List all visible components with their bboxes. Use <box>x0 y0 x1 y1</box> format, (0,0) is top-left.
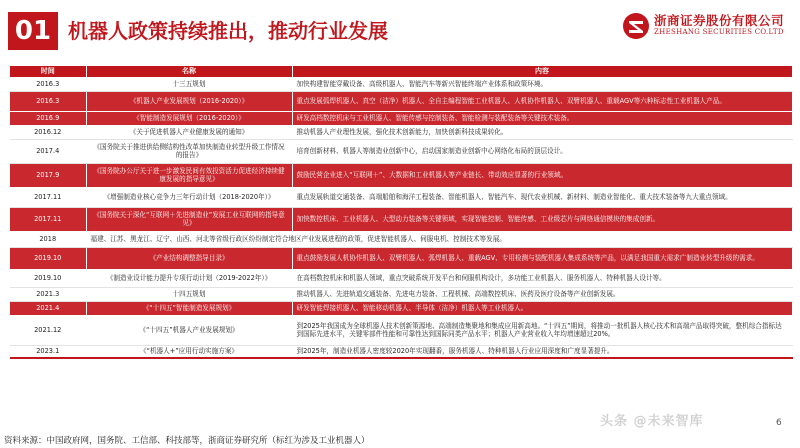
cell-content: 培育创新材料、机器人等制造业创新中心，启动国家制造业创新中心网络化布局的顶层设计。 <box>292 139 792 163</box>
cell-content: 鼓励民营企业进入“互联网＋”、大数据和工业机器人等产业链长、带动效应显著的行业领域。 <box>292 163 792 187</box>
page-number: 6 <box>776 418 782 428</box>
cell-content: 研发高档数控机床与工业机器人、智能传感与控制装备、智能检测与装配装备等关键技术装备。 <box>292 111 792 125</box>
cell-name: 《“十四五”机器人产业发展规划》 <box>86 315 292 345</box>
cell-merged-content: 福建、江苏、黑龙江、辽宁、山西、河北等省级行政区纷纷制定符合地区产业发展进程的政策，促进智能机器人、伺服电机、控制技术等发展。 <box>86 231 792 247</box>
table-row <box>10 269 792 287</box>
cell-name: 《机器人产业发展规划（2016-2020）》 <box>86 91 292 111</box>
cell-name: 《国务院关于深化“互联网＋先进制造业”发展工业互联网的指导意见》 <box>86 207 292 231</box>
table-row <box>10 247 792 269</box>
table-row <box>10 111 792 125</box>
cell-time: 2018 <box>10 231 86 247</box>
table-row <box>10 315 792 345</box>
cell-name: 《制造业设计能力提升专项行动计划（2019-2022年）》 <box>86 269 292 287</box>
table-row <box>10 207 792 231</box>
cell-content: 研发智能焊接机器人、智能移动机器人、半导体（洁净）机器人等工业机器人。 <box>292 301 792 315</box>
logo-name-cn: 浙商证券股份有限公司 <box>654 13 785 28</box>
cell-name: 《国务院办公厅关于进一步激发民间有效投资活力促进经济持续健康发展的指导意见》 <box>86 163 292 187</box>
cell-time: 2016.9 <box>10 111 86 125</box>
logo-name-en: ZHESHANG SECURITIES CO.LTD <box>654 28 784 36</box>
table-row <box>10 163 792 187</box>
cell-name: 《智能制造发展规划（2016-2020）》 <box>86 111 292 125</box>
cell-content: 推动机器人、先进轨道交通装备、先进电力装备、工程机械、高端数控机床、医药及医疗设备等产业创新发展。 <box>292 287 792 301</box>
table-row <box>10 231 792 247</box>
cell-time: 2017.11 <box>10 187 86 207</box>
cell-name: 《“十四五”智能制造发展规划》 <box>86 301 292 315</box>
cell-content: 加快构建智能穿戴设备、高级机器人、智能汽车等新兴智能终端产业体系和政策环境。 <box>292 77 792 91</box>
table-row <box>10 287 792 301</box>
slide-header <box>0 0 800 60</box>
cell-name: 《关于促进机器人产业健康发展的通知》 <box>86 125 292 139</box>
policy-table <box>10 66 793 359</box>
table-row <box>10 187 792 207</box>
cell-time: 2021.4 <box>10 301 86 315</box>
cell-time: 2016.12 <box>10 125 86 139</box>
cell-content: 重点鼓励发展人机协作机器人、双臂机器人、弧焊机器人、重载AGV、专用检测与装配机器人集成系统等产品，以满足我国重大需求广制造业转型升级的需求。 <box>292 247 792 269</box>
cell-name: 十三五规划 <box>86 77 292 91</box>
cell-time: 2019.10 <box>10 247 86 269</box>
cell-time: 2023.1 <box>10 345 86 358</box>
cell-content: 推动机器人产业理性发展，强化技术创新能力，加快创新科技成果转化。 <box>292 125 792 139</box>
cell-content: 加快数控机床、工业机器人、大型动力装备等关键领域，实现智能控制、智能传感、工业级芯片与网络通信模块的集成创新。 <box>292 207 792 231</box>
source-note: 资料来源：中国政府网，国务院、工信部、科技部等，浙商证券研究所（标红为涉及工业机器人） <box>4 436 370 446</box>
cell-name: 十四五规划 <box>86 287 292 301</box>
table-row <box>10 77 792 91</box>
cell-time: 2021.3 <box>10 287 86 301</box>
cell-time: 2019.10 <box>10 269 86 287</box>
column-header-time: 时间 <box>10 66 86 77</box>
company-logo <box>622 10 792 42</box>
cell-name: 《增强制造业核心竞争力三年行动计划（2018-2020年）》 <box>86 187 292 207</box>
cell-name: 《产业结构调整指导目录》 <box>86 247 292 269</box>
zheshang-logo-icon <box>622 12 650 40</box>
table-row <box>10 91 792 111</box>
table-row <box>10 125 792 139</box>
cell-content: 重点发展弧焊机器人、真空（洁净）机器人、全自主编程智能工业机器人、人机协作机器人、双臂机器人、重载AGV等六种标志性工业机器人产品。 <box>292 91 792 111</box>
table-row <box>10 301 792 315</box>
cell-name: 《国务院关于推进供给侧结构性改革加快制造业转型升级工作情况的报告》 <box>86 139 292 163</box>
cell-content: 到2025年我国成为全球机器人技术创新策源地、高端制造集聚地和集成应用新高地。“十四五”期间，将推动一批机器人核心技术和高端产品取得突破，整机综合指标达到国际先进水平，关键零部件性能和可靠性达到国际同类产品水平；机器人产业营业收入年均增速超过20%。 <box>292 315 792 345</box>
section-number: 01 <box>8 12 58 50</box>
column-header-content: 内容 <box>292 66 792 77</box>
policy-table-body <box>10 77 792 358</box>
cell-content: 重点发展轨道交通装备、高端船舶和海洋工程装备、智能机器人、智能汽车、现代农业机械、新材料、制造业智能化、重大技术装备等九大重点领域。 <box>292 187 792 207</box>
cell-name: 《“机器人+”应用行动实施方案》 <box>86 345 292 358</box>
cell-time: 2017.9 <box>10 163 86 187</box>
cell-content: 到2025年，制造业机器人密度较2020年实现翻番，服务机器人、特种机器人行业应用深度和广度显著提升。 <box>292 345 792 358</box>
table-row <box>10 139 792 163</box>
cell-time: 2017.11 <box>10 207 86 231</box>
table-row <box>10 345 792 358</box>
column-header-name: 名称 <box>86 66 292 77</box>
page-title: 机器人政策持续推出，推动行业发展 <box>68 19 388 43</box>
cell-time: 2021.12 <box>10 315 86 345</box>
table-header-row <box>10 66 792 77</box>
cell-content: 在高档数控机床和机器人领域，重点突破系统开发平台和伺服机构设计，多功能工业机器人、服务机器人、特种机器人设计等。 <box>292 269 792 287</box>
cell-time: 2016.3 <box>10 91 86 111</box>
cell-time: 2017.4 <box>10 139 86 163</box>
watermark: 头条 @未来智库 <box>600 414 704 429</box>
cell-time: 2016.3 <box>10 77 86 91</box>
